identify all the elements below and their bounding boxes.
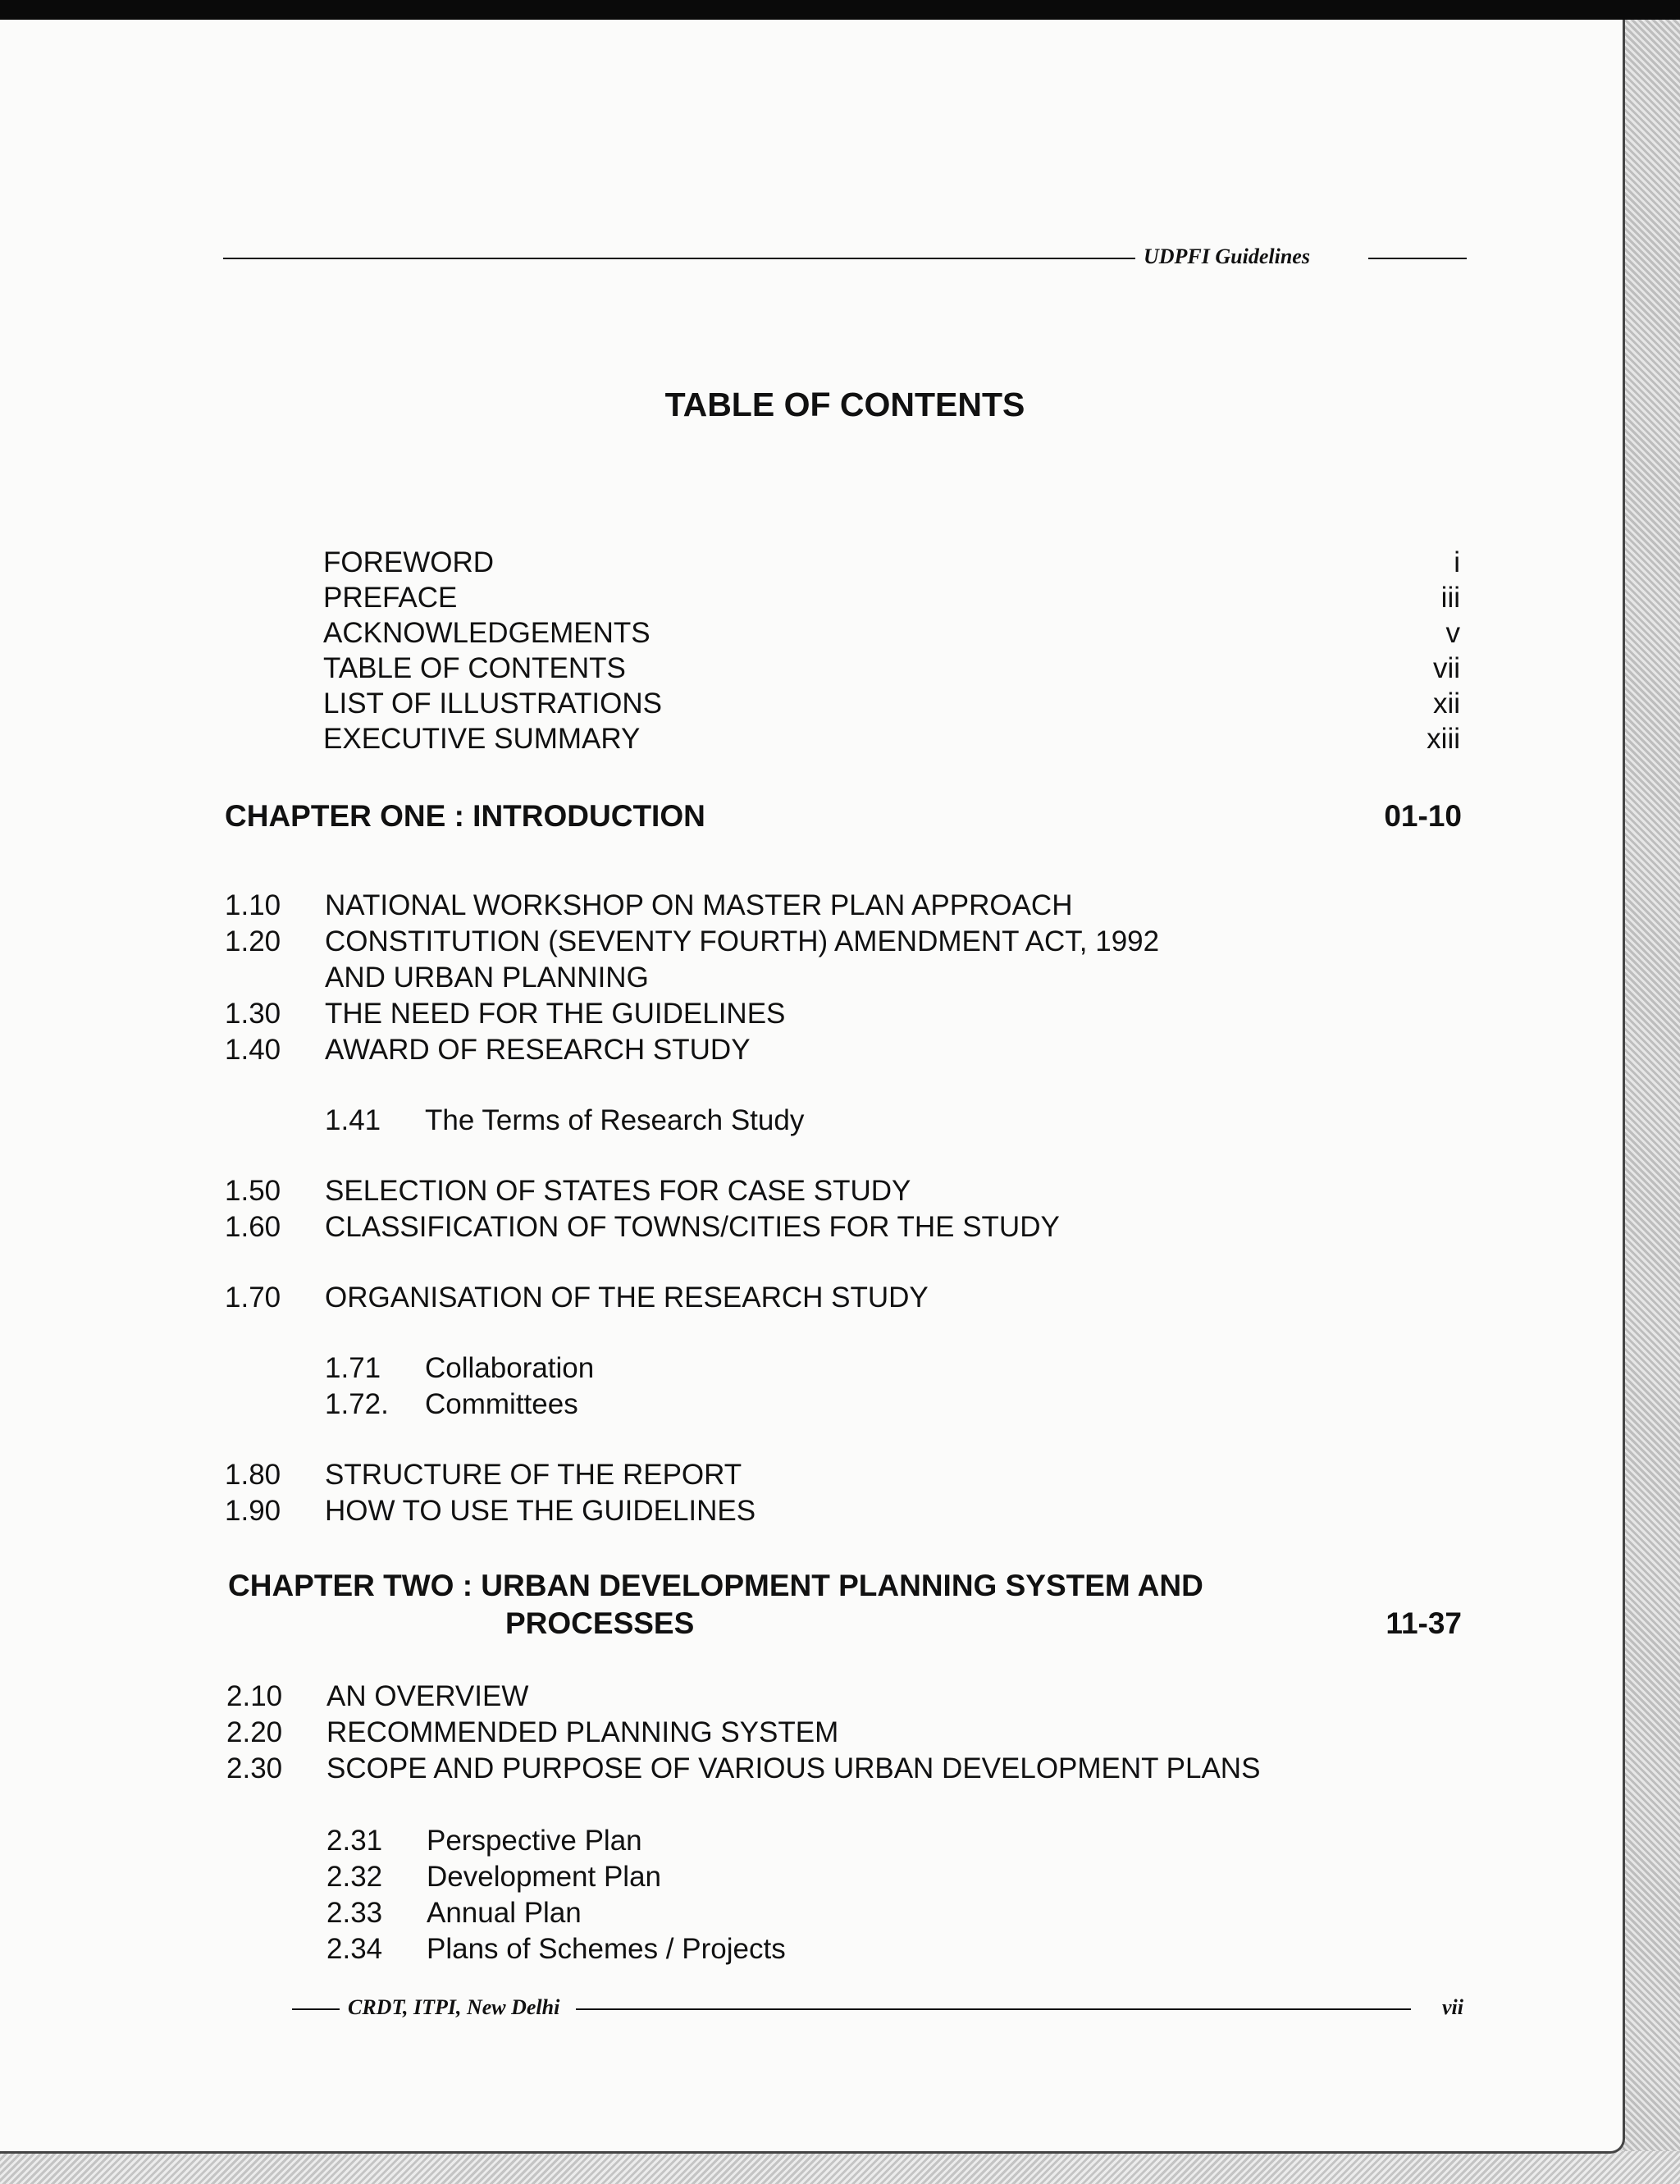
scan-edge-bottom <box>0 2151 1680 2184</box>
subsection-number: 1.41 <box>325 1104 381 1136</box>
section-number: 1.80 <box>225 1459 281 1491</box>
subsection-title: Development Plan <box>427 1861 661 1893</box>
toc-entry-preface: PREFACE <box>323 582 458 614</box>
section-number: 1.90 <box>225 1495 281 1527</box>
section-title: ORGANISATION OF THE RESEARCH STUDY <box>325 1282 929 1314</box>
toc-entry-list-of-illustrations: LIST OF ILLUSTRATIONS <box>323 688 662 720</box>
footer-rule-left <box>292 2008 340 2010</box>
toc-page: i <box>1454 546 1460 578</box>
toc-page: xiii <box>1427 723 1460 755</box>
section-number: 1.30 <box>225 998 281 1030</box>
section-number: 2.10 <box>226 1680 283 1712</box>
chapter-two-heading: CHAPTER TWO : URBAN DEVELOPMENT PLANNING SYSTEM AND <box>228 1569 1203 1602</box>
section-title: HOW TO USE THE GUIDELINES <box>325 1495 756 1527</box>
section-number: 1.50 <box>225 1175 281 1207</box>
section-title: THE NEED FOR THE GUIDELINES <box>325 998 786 1030</box>
toc-page: v <box>1445 617 1460 649</box>
chapter-two-heading-continued: PROCESSES <box>505 1606 695 1640</box>
section-title: SCOPE AND PURPOSE OF VARIOUS URBAN DEVELOPMENT PLANS <box>326 1752 1261 1784</box>
chapter-two-pages: 11-37 <box>1386 1606 1462 1640</box>
toc-entry-executive-summary: EXECUTIVE SUMMARY <box>323 723 641 755</box>
subsection-title: The Terms of Research Study <box>425 1104 805 1136</box>
chapter-one-pages: 01-10 <box>1384 799 1462 833</box>
section-number: 1.10 <box>225 889 281 921</box>
subsection-title: Plans of Schemes / Projects <box>427 1933 786 1965</box>
header-rule-left <box>223 258 1135 259</box>
subsection-number: 2.34 <box>326 1933 383 1965</box>
section-title: CLASSIFICATION OF TOWNS/CITIES FOR THE STUDY <box>325 1211 1060 1243</box>
toc-page: xii <box>1432 688 1460 720</box>
toc-page: iii <box>1440 582 1460 614</box>
subsection-number: 1.72. <box>325 1388 389 1420</box>
section-title: CONSTITUTION (SEVENTY FOURTH) AMENDMENT ACT, 1992 <box>325 925 1160 957</box>
section-number: 2.20 <box>226 1716 283 1748</box>
section-title: SELECTION OF STATES FOR CASE STUDY <box>325 1175 911 1207</box>
section-number: 1.20 <box>225 925 281 957</box>
section-number: 1.70 <box>225 1282 281 1314</box>
running-header: UDPFI Guidelines <box>1144 244 1310 268</box>
chapter-one-heading: CHAPTER ONE : INTRODUCTION <box>225 799 705 833</box>
subsection-title: Perspective Plan <box>427 1825 642 1857</box>
section-title: NATIONAL WORKSHOP ON MASTER PLAN APPROACH <box>325 889 1073 921</box>
scan-top-border <box>0 0 1680 20</box>
subsection-number: 2.33 <box>326 1897 383 1929</box>
subsection-title: Committees <box>425 1388 578 1420</box>
section-number: 2.30 <box>226 1752 283 1784</box>
document-page <box>0 20 1625 2154</box>
subsection-number: 1.71 <box>325 1352 381 1384</box>
section-title: AN OVERVIEW <box>326 1680 529 1712</box>
page-title: TABLE OF CONTENTS <box>664 386 1025 423</box>
header-rule-right <box>1368 258 1467 259</box>
footer-publisher: CRDT, ITPI, New Delhi <box>348 1995 560 2019</box>
section-title-continued: AND URBAN PLANNING <box>325 962 649 994</box>
scan-edge-right <box>1623 20 1680 2184</box>
page-number: vii <box>1442 1995 1463 2019</box>
footer-rule-right <box>576 2008 1411 2010</box>
subsection-title: Collaboration <box>425 1352 595 1384</box>
toc-entry-table-of-contents: TABLE OF CONTENTS <box>323 652 626 684</box>
subsection-number: 2.31 <box>326 1825 383 1857</box>
subsection-number: 2.32 <box>326 1861 383 1893</box>
section-number: 1.40 <box>225 1034 281 1066</box>
section-number: 1.60 <box>225 1211 281 1243</box>
toc-entry-acknowledgements: ACKNOWLEDGEMENTS <box>323 617 651 649</box>
section-title: AWARD OF RESEARCH STUDY <box>325 1034 751 1066</box>
toc-entry-foreword: FOREWORD <box>323 546 495 578</box>
section-title: STRUCTURE OF THE REPORT <box>325 1459 742 1491</box>
subsection-title: Annual Plan <box>427 1897 582 1929</box>
toc-page: vii <box>1432 652 1460 684</box>
section-title: RECOMMENDED PLANNING SYSTEM <box>326 1716 839 1748</box>
